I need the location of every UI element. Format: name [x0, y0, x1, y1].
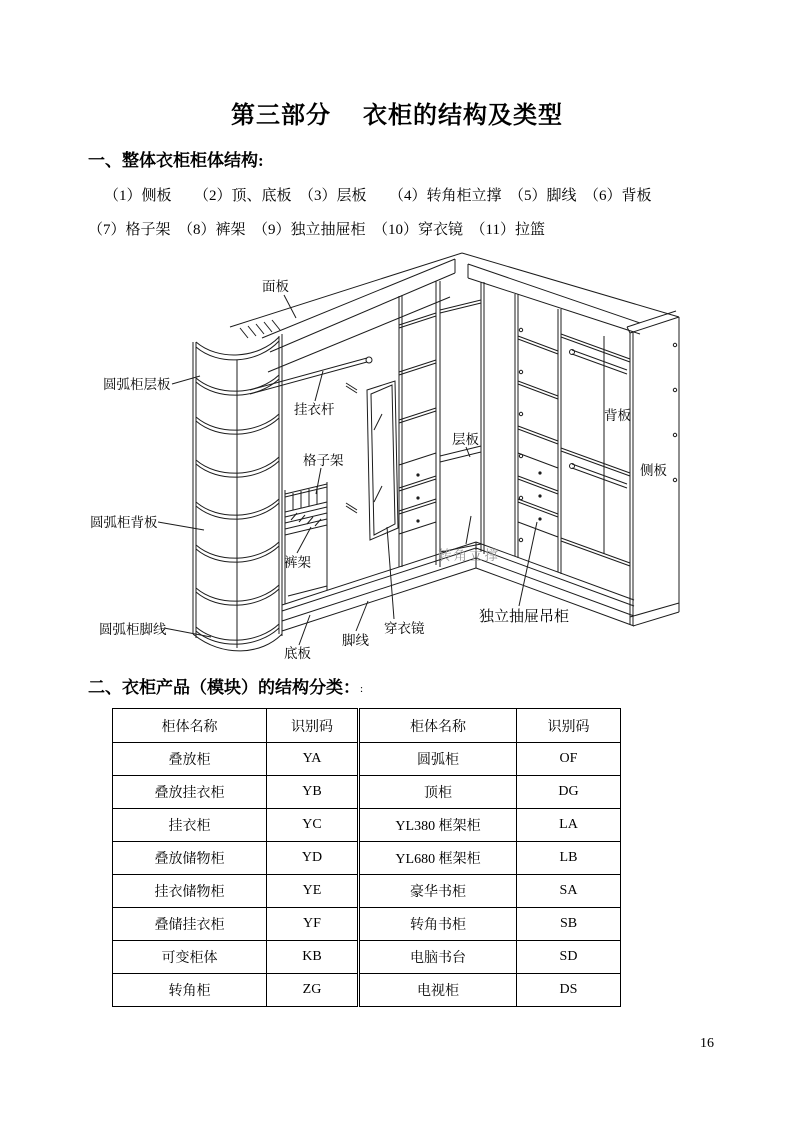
table-row — [113, 776, 621, 809]
cabinet-name-cell: 叠储挂衣柜 — [113, 908, 267, 941]
label-round-cabinet-back: 圆弧柜背板 — [90, 515, 158, 530]
section2-heading-text: 二、衣柜产品（模块）的结构分类： — [88, 678, 360, 697]
cabinet-name-cell: 顶柜 — [359, 776, 517, 809]
cabinet-name-cell: 圆弧柜 — [359, 743, 517, 776]
label-hanging-rod: 挂衣杆 — [294, 402, 335, 417]
leader-line — [387, 527, 394, 619]
left-wing — [250, 297, 450, 604]
leader-line — [299, 615, 310, 645]
cabinet-name-cell: 叠放挂衣柜 — [113, 776, 267, 809]
top-panel — [230, 253, 679, 352]
page-number: 16 — [700, 1036, 714, 1051]
cabinet-name-cell: 挂衣储物柜 — [113, 875, 267, 908]
id-code-cell: YD — [267, 842, 359, 875]
label-pigeonhole-rack: 格子架 — [303, 453, 344, 468]
id-code-cell: SD — [517, 941, 621, 974]
id-code-cell: ZG — [267, 974, 359, 1007]
label-side-panel: 侧板 — [640, 463, 667, 478]
table-header-row — [113, 709, 621, 743]
column-header: 识别码 — [517, 709, 621, 743]
id-code-cell: YF — [267, 908, 359, 941]
cabinet-classification-table — [112, 708, 621, 1007]
leader-line — [519, 522, 537, 606]
section2-heading-suffix: : — [360, 683, 364, 695]
leader-line — [316, 468, 321, 494]
id-code-cell: LB — [517, 842, 621, 875]
label-round-cabinet-kick: 圆弧柜脚线 — [99, 622, 167, 637]
id-code-cell: OF — [517, 743, 621, 776]
section1-list-line1: （1）侧板 （2）顶、底板 （3）层板 （4）转角柜立撑 （5）脚线 （6）背板 — [104, 188, 652, 204]
id-code-cell: YE — [267, 875, 359, 908]
label-dressing-mirror: 穿衣镜 — [384, 621, 425, 636]
dressing-mirror — [346, 381, 398, 540]
cabinet-name-cell: YL380 框架柜 — [359, 809, 517, 842]
cabinet-name-cell: 豪华书柜 — [359, 875, 517, 908]
label-kick-line: 脚线 — [342, 633, 369, 648]
id-code-cell: LA — [517, 809, 621, 842]
cabinet-name-cell: 叠放储物柜 — [113, 842, 267, 875]
cabinet-name-cell: 挂衣柜 — [113, 809, 267, 842]
id-code-cell: SB — [517, 908, 621, 941]
id-code-cell: KB — [267, 941, 359, 974]
column-header: 柜体名称 — [359, 709, 517, 743]
table-row — [113, 974, 621, 1007]
cabinet-name-cell: YL680 框架柜 — [359, 842, 517, 875]
page-title: 第三部分 衣柜的结构及类型 — [231, 103, 563, 129]
section1-list-line2: （7）格子架 （8）裤架 （9）独立抽屉柜 （10）穿衣镜 （11）拉篮 — [88, 222, 545, 238]
cabinet-name-cell: 转角柜 — [113, 974, 267, 1007]
table-row — [113, 743, 621, 776]
id-code-cell: DG — [517, 776, 621, 809]
table-row — [113, 941, 621, 974]
label-bottom-panel: 底板 — [284, 646, 311, 661]
corner-cabinet — [193, 320, 282, 651]
id-code-cell: DS — [517, 974, 621, 1007]
column-header: 柜体名称 — [113, 709, 267, 743]
id-code-cell: YA — [267, 743, 359, 776]
cabinet-name-cell: 可变柜体 — [113, 941, 267, 974]
hanging-rod-end — [366, 357, 372, 363]
cabinet-name-cell: 转角书柜 — [359, 908, 517, 941]
cabinet-name-cell: 叠放柜 — [113, 743, 267, 776]
id-code-cell: YB — [267, 776, 359, 809]
column-header: 识别码 — [267, 709, 359, 743]
label-top-panel: 面板 — [262, 279, 289, 294]
label-corner-support: 转角立撑 — [438, 548, 500, 563]
leader-line — [466, 516, 471, 544]
table-row — [113, 842, 621, 875]
label-round-cabinet-shelf: 圆弧柜层板 — [103, 377, 171, 392]
section2-heading — [88, 673, 363, 698]
id-code-cell: YC — [267, 809, 359, 842]
label-shelf: 层板 — [452, 432, 479, 447]
table-row — [113, 908, 621, 941]
cabinet-name-cell: 电视柜 — [359, 974, 517, 1007]
label-trouser-rack: 裤架 — [284, 555, 311, 570]
section1-heading: 一、整体衣柜柜体结构: — [88, 151, 264, 170]
leader-line — [158, 522, 204, 530]
table-row — [113, 875, 621, 908]
drawer-column — [399, 281, 440, 567]
label-back-panel: 背板 — [604, 408, 631, 423]
label-drawer-unit: 独立抽屉吊柜 — [479, 609, 570, 625]
id-code-cell: SA — [517, 875, 621, 908]
table-row — [113, 809, 621, 842]
corner-section — [440, 282, 484, 554]
right-wing — [515, 294, 630, 574]
cabinet-name-cell: 电脑书台 — [359, 941, 517, 974]
